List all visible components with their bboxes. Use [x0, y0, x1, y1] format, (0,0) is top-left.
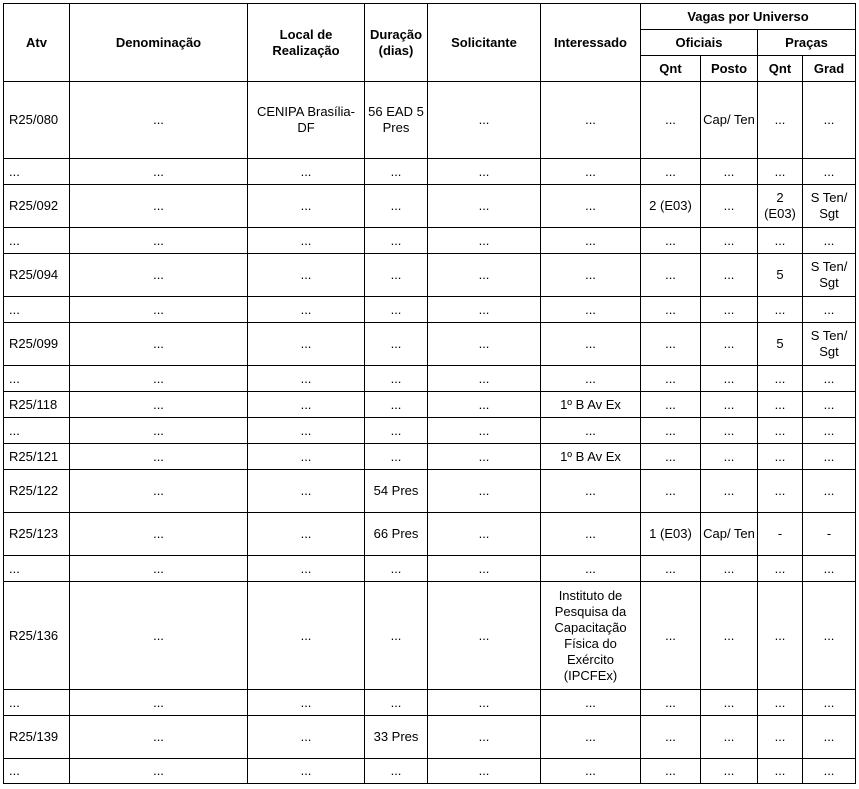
cell-denominacao: ... [70, 513, 248, 556]
table-row [4, 254, 856, 297]
cell-pracas-grad: ... [803, 716, 856, 759]
cell-oficiais-qnt: 2 (E03) [641, 185, 701, 228]
cell-atv: ... [4, 159, 70, 185]
cell-local: ... [248, 690, 365, 716]
cell-oficiais-posto: ... [701, 470, 758, 513]
cell-atv: R25/139 [4, 716, 70, 759]
cell-pracas-qnt: ... [758, 470, 803, 513]
cell-oficiais-qnt: ... [641, 690, 701, 716]
cell-solicitante: ... [428, 254, 541, 297]
table-row [4, 159, 856, 185]
table-row [4, 556, 856, 582]
cell-atv: R25/136 [4, 582, 70, 690]
cell-interessado: ... [541, 470, 641, 513]
table-row [4, 228, 856, 254]
cell-oficiais-posto: ... [701, 228, 758, 254]
cell-interessado: ... [541, 513, 641, 556]
cell-local: ... [248, 185, 365, 228]
cell-local: ... [248, 159, 365, 185]
cell-interessado: ... [541, 159, 641, 185]
cell-local: ... [248, 228, 365, 254]
cell-interessado: 1º B Av Ex [541, 444, 641, 470]
cell-solicitante: ... [428, 323, 541, 366]
cell-pracas-grad: ... [803, 444, 856, 470]
cell-denominacao: ... [70, 82, 248, 159]
cell-duracao: ... [365, 556, 428, 582]
header-duracao: Duração (dias) [365, 4, 428, 82]
cell-pracas-qnt: ... [758, 392, 803, 418]
cell-solicitante: ... [428, 185, 541, 228]
cell-solicitante: ... [428, 366, 541, 392]
cell-pracas-qnt: ... [758, 418, 803, 444]
header-pracas-grad: Grad [803, 56, 856, 82]
cell-oficiais-qnt: ... [641, 470, 701, 513]
cell-oficiais-posto: Cap/ Ten [701, 82, 758, 159]
cell-duracao: 56 EAD 5 Pres [365, 82, 428, 159]
cell-pracas-grad: ... [803, 418, 856, 444]
cell-interessado: ... [541, 418, 641, 444]
table-row [4, 513, 856, 556]
cell-duracao: ... [365, 254, 428, 297]
cell-pracas-qnt: ... [758, 82, 803, 159]
cell-local: ... [248, 556, 365, 582]
cell-interessado: ... [541, 366, 641, 392]
cell-duracao: ... [365, 690, 428, 716]
cell-oficiais-posto: ... [701, 444, 758, 470]
header-solicitante: Solicitante [428, 4, 541, 82]
cell-pracas-qnt: ... [758, 366, 803, 392]
cell-pracas-qnt: ... [758, 716, 803, 759]
header-local: Local de Realização [248, 4, 365, 82]
cell-denominacao: ... [70, 297, 248, 323]
vagas-table [3, 3, 856, 784]
cell-solicitante: ... [428, 513, 541, 556]
cell-oficiais-qnt: 1 (E03) [641, 513, 701, 556]
cell-pracas-grad: ... [803, 470, 856, 513]
cell-pracas-grad: - [803, 513, 856, 556]
cell-oficiais-posto: ... [701, 716, 758, 759]
cell-pracas-grad: ... [803, 82, 856, 159]
cell-oficiais-posto: ... [701, 556, 758, 582]
cell-oficiais-posto: ... [701, 690, 758, 716]
cell-duracao: ... [365, 323, 428, 366]
cell-denominacao: ... [70, 690, 248, 716]
cell-duracao: ... [365, 366, 428, 392]
cell-pracas-grad: S Ten/ Sgt [803, 185, 856, 228]
cell-pracas-qnt: ... [758, 444, 803, 470]
cell-interessado: ... [541, 228, 641, 254]
cell-interessado: ... [541, 254, 641, 297]
cell-atv: ... [4, 690, 70, 716]
table-row [4, 323, 856, 366]
cell-oficiais-qnt: ... [641, 254, 701, 297]
cell-oficiais-qnt: ... [641, 297, 701, 323]
table-row [4, 392, 856, 418]
table-row [4, 185, 856, 228]
cell-interessado: ... [541, 716, 641, 759]
cell-denominacao: ... [70, 366, 248, 392]
header-denominacao: Denominação [70, 4, 248, 82]
cell-oficiais-qnt: ... [641, 556, 701, 582]
cell-denominacao: ... [70, 185, 248, 228]
cell-atv: ... [4, 418, 70, 444]
header-interessado: Interessado [541, 4, 641, 82]
header-pracas-qnt: Qnt [758, 56, 803, 82]
cell-duracao: 66 Pres [365, 513, 428, 556]
cell-pracas-grad: ... [803, 297, 856, 323]
cell-denominacao: ... [70, 470, 248, 513]
cell-oficiais-qnt: ... [641, 759, 701, 784]
cell-oficiais-qnt: ... [641, 228, 701, 254]
header-oficiais-qnt: Qnt [641, 56, 701, 82]
cell-duracao: 54 Pres [365, 470, 428, 513]
cell-atv: ... [4, 556, 70, 582]
cell-local: ... [248, 323, 365, 366]
cell-local: CENIPA Brasília-DF [248, 82, 365, 159]
cell-oficiais-qnt: ... [641, 716, 701, 759]
cell-local: ... [248, 716, 365, 759]
header-oficiais-posto: Posto [701, 56, 758, 82]
cell-oficiais-qnt: ... [641, 82, 701, 159]
cell-solicitante: ... [428, 444, 541, 470]
cell-duracao: 33 Pres [365, 716, 428, 759]
cell-solicitante: ... [428, 159, 541, 185]
cell-denominacao: ... [70, 582, 248, 690]
cell-solicitante: ... [428, 582, 541, 690]
cell-oficiais-posto: ... [701, 418, 758, 444]
cell-solicitante: ... [428, 556, 541, 582]
table-row [4, 444, 856, 470]
cell-local: ... [248, 444, 365, 470]
cell-pracas-qnt: ... [758, 759, 803, 784]
cell-oficiais-posto: ... [701, 759, 758, 784]
cell-solicitante: ... [428, 228, 541, 254]
cell-duracao: ... [365, 759, 428, 784]
table-row [4, 470, 856, 513]
cell-solicitante: ... [428, 716, 541, 759]
table-row [4, 297, 856, 323]
cell-duracao: ... [365, 228, 428, 254]
cell-pracas-qnt: - [758, 513, 803, 556]
cell-denominacao: ... [70, 759, 248, 784]
table-row [4, 716, 856, 759]
cell-atv: R25/123 [4, 513, 70, 556]
header-oficiais: Oficiais [641, 30, 758, 56]
cell-duracao: ... [365, 444, 428, 470]
cell-atv: R25/094 [4, 254, 70, 297]
cell-pracas-grad: ... [803, 159, 856, 185]
cell-local: ... [248, 254, 365, 297]
cell-atv: R25/092 [4, 185, 70, 228]
cell-interessado: ... [541, 690, 641, 716]
cell-denominacao: ... [70, 254, 248, 297]
cell-oficiais-qnt: ... [641, 418, 701, 444]
cell-oficiais-posto: Cap/ Ten [701, 513, 758, 556]
cell-oficiais-qnt: ... [641, 582, 701, 690]
cell-oficiais-posto: ... [701, 159, 758, 185]
cell-pracas-grad: ... [803, 392, 856, 418]
cell-interessado: Instituto de Pesquisa da Capacitação Física do Exército (IPCFEx) [541, 582, 641, 690]
cell-duracao: ... [365, 297, 428, 323]
cell-oficiais-posto: ... [701, 323, 758, 366]
cell-local: ... [248, 418, 365, 444]
cell-interessado: ... [541, 82, 641, 159]
cell-atv: R25/122 [4, 470, 70, 513]
cell-atv: ... [4, 228, 70, 254]
cell-atv: ... [4, 297, 70, 323]
cell-atv: ... [4, 366, 70, 392]
cell-pracas-grad: ... [803, 228, 856, 254]
cell-duracao: ... [365, 392, 428, 418]
cell-pracas-qnt: ... [758, 228, 803, 254]
cell-solicitante: ... [428, 759, 541, 784]
cell-solicitante: ... [428, 392, 541, 418]
cell-duracao: ... [365, 418, 428, 444]
cell-pracas-qnt: ... [758, 297, 803, 323]
cell-pracas-grad: ... [803, 759, 856, 784]
cell-pracas-qnt: ... [758, 159, 803, 185]
table-row [4, 690, 856, 716]
cell-denominacao: ... [70, 323, 248, 366]
cell-pracas-qnt: 5 [758, 254, 803, 297]
cell-duracao: ... [365, 159, 428, 185]
cell-local: ... [248, 582, 365, 690]
cell-denominacao: ... [70, 556, 248, 582]
header-pracas: Praças [758, 30, 856, 56]
cell-solicitante: ... [428, 82, 541, 159]
cell-oficiais-posto: ... [701, 254, 758, 297]
cell-solicitante: ... [428, 470, 541, 513]
cell-oficiais-posto: ... [701, 366, 758, 392]
cell-denominacao: ... [70, 159, 248, 185]
cell-interessado: ... [541, 556, 641, 582]
cell-atv: R25/118 [4, 392, 70, 418]
cell-pracas-grad: ... [803, 556, 856, 582]
table-row [4, 759, 856, 784]
cell-oficiais-qnt: ... [641, 392, 701, 418]
header-vagas: Vagas por Universo [641, 4, 856, 30]
cell-denominacao: ... [70, 716, 248, 759]
cell-local: ... [248, 759, 365, 784]
cell-pracas-grad: ... [803, 366, 856, 392]
cell-oficiais-posto: ... [701, 297, 758, 323]
cell-interessado: ... [541, 297, 641, 323]
cell-denominacao: ... [70, 418, 248, 444]
table-row [4, 366, 856, 392]
cell-denominacao: ... [70, 392, 248, 418]
cell-denominacao: ... [70, 444, 248, 470]
cell-oficiais-posto: ... [701, 185, 758, 228]
cell-solicitante: ... [428, 690, 541, 716]
cell-pracas-qnt: ... [758, 582, 803, 690]
cell-solicitante: ... [428, 297, 541, 323]
cell-duracao: ... [365, 185, 428, 228]
cell-atv: R25/080 [4, 82, 70, 159]
cell-interessado: ... [541, 759, 641, 784]
cell-atv: ... [4, 759, 70, 784]
cell-local: ... [248, 392, 365, 418]
cell-local: ... [248, 513, 365, 556]
cell-pracas-grad: S Ten/ Sgt [803, 254, 856, 297]
cell-oficiais-qnt: ... [641, 444, 701, 470]
cell-solicitante: ... [428, 418, 541, 444]
cell-oficiais-qnt: ... [641, 323, 701, 366]
cell-interessado: ... [541, 323, 641, 366]
header-atv: Atv [4, 4, 70, 82]
cell-oficiais-qnt: ... [641, 159, 701, 185]
cell-oficiais-posto: ... [701, 392, 758, 418]
cell-pracas-grad: S Ten/ Sgt [803, 323, 856, 366]
cell-pracas-grad: ... [803, 690, 856, 716]
cell-local: ... [248, 366, 365, 392]
table-row [4, 582, 856, 690]
cell-atv: R25/121 [4, 444, 70, 470]
cell-atv: R25/099 [4, 323, 70, 366]
cell-local: ... [248, 470, 365, 513]
table-row [4, 82, 856, 159]
cell-pracas-qnt: 5 [758, 323, 803, 366]
cell-pracas-grad: ... [803, 582, 856, 690]
cell-pracas-qnt: ... [758, 556, 803, 582]
cell-interessado: 1º B Av Ex [541, 392, 641, 418]
cell-oficiais-qnt: ... [641, 366, 701, 392]
cell-pracas-qnt: 2 (E03) [758, 185, 803, 228]
cell-local: ... [248, 297, 365, 323]
cell-pracas-qnt: ... [758, 690, 803, 716]
cell-interessado: ... [541, 185, 641, 228]
cell-duracao: ... [365, 582, 428, 690]
table-row [4, 418, 856, 444]
cell-oficiais-posto: ... [701, 582, 758, 690]
cell-denominacao: ... [70, 228, 248, 254]
